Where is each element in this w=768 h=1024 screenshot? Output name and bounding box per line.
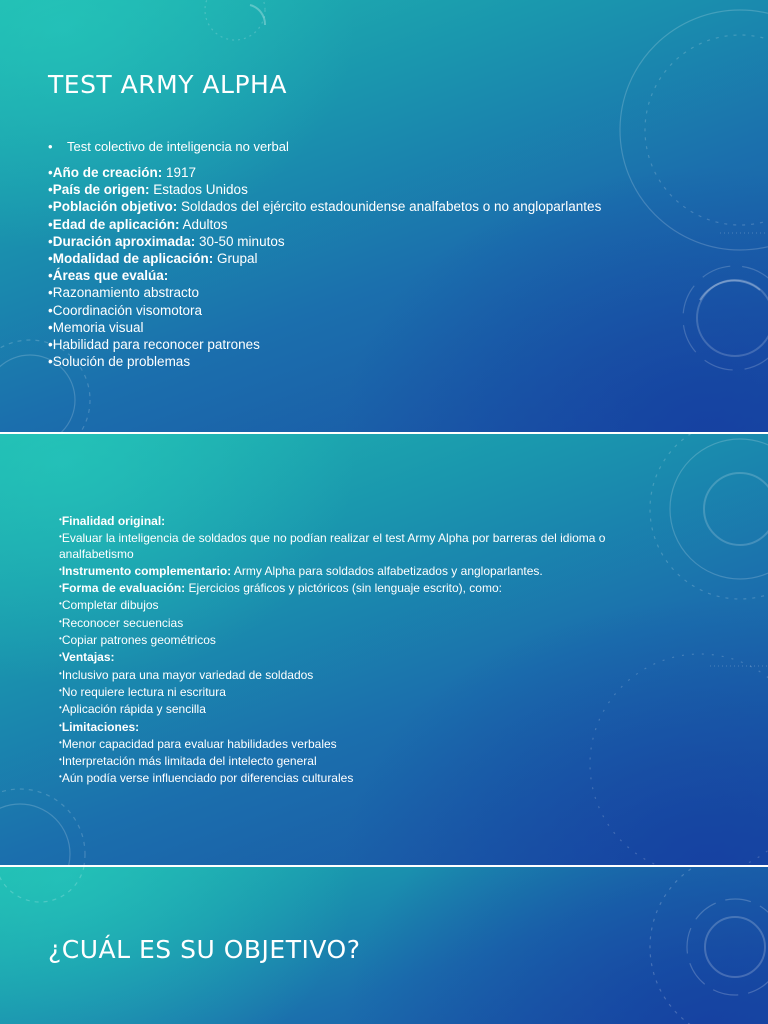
info-value: 30-50 minutos [195,233,285,249]
info-value: Adultos [179,216,228,232]
detail-list [59,512,669,787]
instrumento-text: Army Alpha para soldados alfabetizados y angloparlantes. [231,563,543,578]
area-text: Razonamiento abstracto [52,285,200,301]
limitacion-item: Menor capacidad para evaluar habilidades verbales [61,736,337,751]
slide-title: ¿CUÁL ES SU OBJETIVO? [48,935,361,964]
slide-3 [0,867,768,1024]
detail-item: •Instrumento complementario: Army Alpha para soldados alfabetizados y angloparlantes. [59,563,543,578]
detail-item: •Completar dibujos [59,598,159,613]
detail-item: •Copiar patrones geométricos [59,633,216,648]
area-text: Coordinación visomotora [52,302,203,318]
detail-item: •No requiere lectura ni escritura [59,684,226,699]
info-item: •Áreas que evalúa: [48,268,169,284]
info-value: Soldados del ejército estadounidense analfabetos o no angloparlantes [177,199,602,215]
info-label: País de origen: [52,182,150,198]
area-text: Habilidad para reconocer patrones [52,337,260,353]
finalidad-label: Finalidad original: [61,514,166,528]
intro-bullet [48,139,289,154]
limitacion-item: Aún podía verse influenciado por diferencias culturales [61,771,354,786]
info-list [48,164,601,370]
ventajas-label: Ventajas: [61,650,115,665]
area-item: •Memoria visual [48,319,144,335]
area-item: •Razonamiento abstracto [48,285,200,301]
info-label: Modalidad de aplicación: [52,251,214,267]
detail-item: •Menor capacidad para evaluar habilidades verbales [59,736,337,751]
forma-label: Forma de evaluación: [61,581,186,596]
detail-item: •Reconocer secuencias [59,615,184,630]
info-item: •País de origen: Estados Unidos [48,182,248,198]
intro-text: Test colectivo de inteligencia no verbal [67,139,289,154]
detail-heading: •Ventajas: [59,650,115,665]
area-item: •Coordinación visomotora [48,302,203,318]
detail-item: •Forma de evaluación: Ejercicios gráficos y pictóricos (sin lenguaje escrito), como: [59,581,502,596]
ventaja-item: No requiere lectura ni escritura [61,684,226,699]
info-item: •Modalidad de aplicación: Grupal [48,251,258,267]
limitacion-item: Interpretación más limitada del intelecto general [61,754,317,769]
detail-item: •Interpretación más limitada del intelecto general [59,754,317,769]
info-label: Año de creación: [52,165,163,180]
bullet-dot: • [48,139,53,154]
info-item: •Año de creación: 1917 [48,165,197,180]
slide-title: TEST ARMY ALPHA [48,70,287,99]
area-text: Memoria visual [52,319,144,335]
detail-item: •Inclusivo para una mayor variedad de soldados [59,667,314,682]
info-item: •Población objetivo: Soldados del ejército estadounidense analfabetos o no angloparlantes [48,199,602,215]
forma-item: Reconocer secuencias [61,615,184,630]
detail-heading: •Limitaciones: [59,719,140,734]
forma-item: Completar dibujos [61,598,159,613]
info-label: Edad de aplicación: [52,216,180,232]
info-value: Estados Unidos [149,182,248,198]
info-item: •Duración aproximada: 30-50 minutos [48,233,285,249]
ventaja-item: Inclusivo para una mayor variedad de soldados [61,667,314,682]
slide-2 [0,434,768,865]
area-item: •Habilidad para reconocer patrones [48,337,260,353]
info-value: 1917 [162,165,197,180]
detail-item: •Aplicación rápida y sencilla [59,702,206,717]
area-text: Solución de problemas [52,354,191,370]
forma-text: Ejercicios gráficos y pictóricos (sin lenguaje escrito), como: [185,581,502,596]
info-item: •Edad de aplicación: Adultos [48,216,228,232]
detail-item: •Aún podía verse influenciado por diferencias culturales [59,771,354,786]
finalidad-text: Evaluar la inteligencia de soldados que no podían realizar el test Army Alpha por barreras del idioma o analfabetismo [59,531,606,561]
instrumento-label: Instrumento complementario: [61,563,232,578]
slide-1 [0,0,768,432]
detail-item: •Evaluar la inteligencia de soldados que no podían realizar el test Army Alpha por barreras del idioma o analfabetismo [59,531,606,561]
info-label: Duración aproximada: [52,233,196,249]
info-label: Población objetivo: [52,199,178,215]
info-label: Áreas que evalúa: [52,268,169,284]
forma-item: Copiar patrones geométricos [61,633,216,648]
limitaciones-label: Limitaciones: [61,719,140,734]
ventaja-item: Aplicación rápida y sencilla [61,702,206,717]
area-item: •Solución de problemas [48,354,191,370]
info-value: Grupal [213,251,258,267]
detail-heading: •Finalidad original: [59,514,166,528]
